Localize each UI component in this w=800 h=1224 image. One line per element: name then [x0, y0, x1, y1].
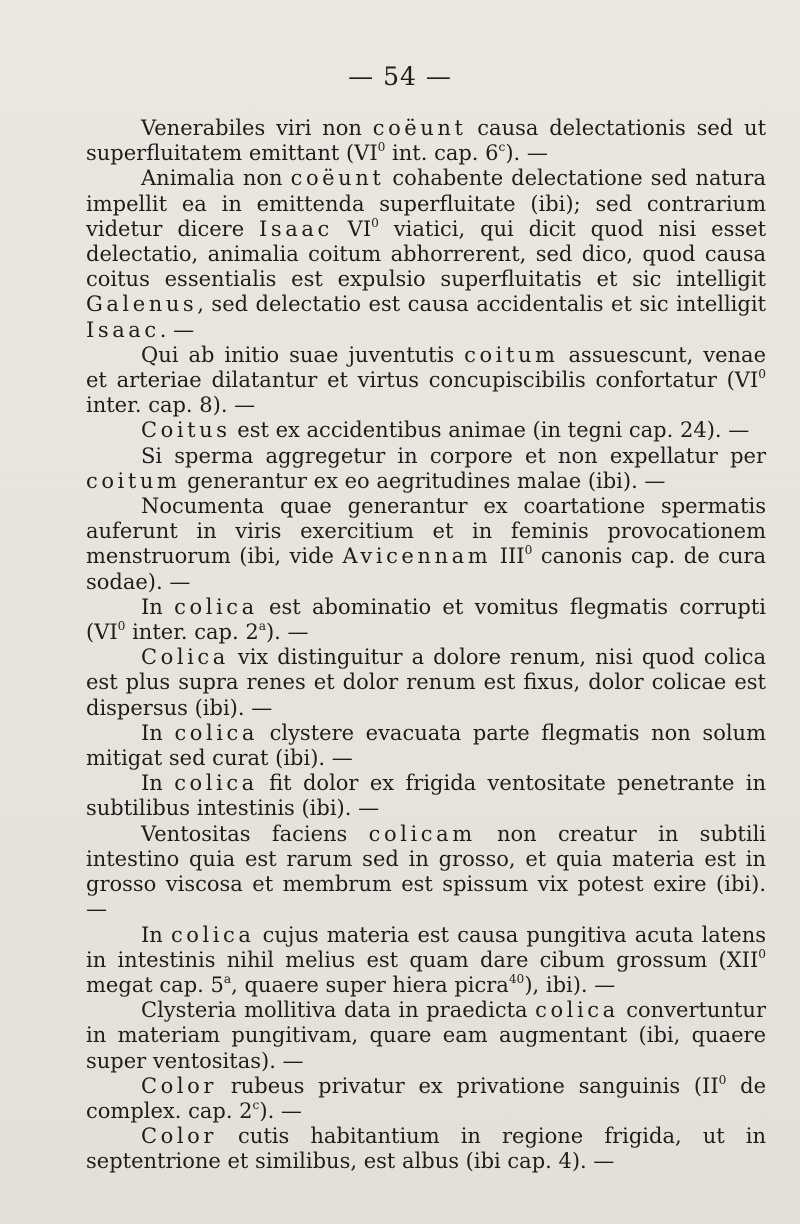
spaced-term: Avicennam: [342, 544, 492, 569]
text-run: ). —: [265, 620, 309, 645]
spaced-term: colicam: [368, 821, 476, 846]
text-run: cujus materia est causa pungitiva acuta latens in intestinis nihil melius est quam dare cibum grossum (XII: [86, 922, 767, 972]
superscript: 0: [377, 140, 386, 155]
spaced-term: colica: [535, 998, 619, 1023]
superscript: 40: [508, 971, 525, 986]
superscript: 0: [524, 543, 533, 558]
page-number: — 54 —: [348, 62, 452, 91]
paragraph: [86, 444, 766, 494]
spaced-term: Coitus: [141, 418, 231, 443]
text-run: canonis cap. de cura sodae). —: [86, 544, 766, 594]
text-run: viatici, qui dicit quod nisi esset delectatio, animalia coitum abhorrerent, sed dico, quod causa coitus essentialis est expulsio superfluitatis et sic intelligit: [86, 216, 767, 292]
spaced-term: colica: [174, 594, 258, 619]
paragraph: [86, 166, 766, 342]
text-run: inter. cap. 2: [125, 620, 259, 645]
text-run: III: [491, 544, 525, 569]
paragraph: [86, 116, 766, 166]
spaced-term: coitum: [86, 468, 181, 493]
text-run: de complex. cap. 2: [86, 1073, 766, 1123]
text-run: rubeus privatur ex privatione sanguinis (II: [216, 1073, 719, 1098]
spaced-term: Color: [141, 1124, 217, 1149]
spaced-term: colica: [170, 922, 255, 947]
text-run: int. cap. 6: [385, 141, 499, 166]
superscript: 0: [371, 215, 379, 230]
superscript: 0: [718, 1072, 727, 1087]
paragraph: [86, 343, 766, 419]
spaced-term: Isaac: [86, 317, 160, 342]
superscript: a: [258, 618, 266, 633]
text-run: est ex accidentibus animae (in tegni cap. 24). —: [230, 418, 750, 443]
paragraph: [86, 1124, 766, 1174]
text-run: generantur ex eo aegritudines malae (ibi). —: [180, 468, 666, 493]
spaced-term: Color: [141, 1073, 217, 1098]
text-run: , sed delectatio est causa accidentalis et sic intelligit: [197, 292, 766, 317]
text-run: . —: [159, 317, 195, 342]
text-run: In: [141, 594, 175, 619]
text-run: causa delectationis sed ut superfluitatem emittant (VI: [86, 116, 767, 166]
superscript: 0: [117, 618, 126, 633]
paragraph: [86, 494, 766, 595]
superscript: c: [498, 140, 506, 155]
paragraph: [86, 645, 766, 721]
superscript: c: [252, 1097, 260, 1112]
text-run: In: [141, 771, 175, 796]
text-run: VI: [332, 216, 372, 241]
text-run: vix distinguitur a dolore renum, nisi quod colica est plus supra renes et dolor renum est fixus, dolor colicae est dispersus (ibi). —: [86, 645, 766, 720]
spaced-term: coëunt: [372, 116, 467, 140]
text-run: assuescunt, venae et arteriae dilatantur et virtus concupiscibilis confortatur (VI: [86, 342, 766, 393]
text-run: ). —: [505, 141, 548, 166]
text-run: inter. cap. 8). —: [86, 393, 256, 418]
paragraph: [86, 771, 766, 821]
superscript: a: [223, 971, 232, 986]
spaced-term: colica: [174, 771, 258, 796]
text-run: Clysteria mollitiva data in praedicta: [141, 998, 536, 1023]
text-run: Venerabiles viri non: [141, 116, 373, 140]
paragraph: [86, 418, 766, 443]
text-run: Animalia non: [141, 166, 291, 191]
text-run: megat cap. 5: [86, 972, 224, 997]
text-run: ), ibi). —: [524, 972, 616, 997]
text-run: est abominatio et vomitus flegmatis corrupti (VI: [86, 594, 766, 645]
spaced-term: Colica: [141, 645, 229, 670]
superscript: 0: [758, 946, 766, 961]
paragraph: [86, 822, 766, 923]
text-run: cohabente delectatione sed natura impellit ea in emittenda superfluitate (ibi); sed contrarium videtur dicere: [86, 166, 766, 241]
paragraph: [86, 595, 766, 645]
paragraph: [86, 1074, 766, 1124]
text-run: ). —: [259, 1098, 302, 1123]
body-text: [86, 116, 766, 1175]
text-run: Nocumenta quae generantur ex coartatione spermatis auferunt in viris exercitium et in feminis provocationem menstruorum (ibi, vide: [86, 494, 766, 569]
paragraph: [86, 998, 766, 1074]
superscript: 0: [758, 366, 766, 381]
spaced-term: coëunt: [290, 166, 385, 191]
text-run: cutis habitantium in regione frigida, ut in septentrione et similibus, est albus (ibi cap. 4). —: [86, 1124, 766, 1174]
paragraph: [86, 721, 766, 771]
spaced-term: colica: [174, 720, 258, 745]
spaced-term: Galenus: [86, 292, 198, 317]
text-run: fit dolor ex frigida ventositate penetrante in subtilibus intestinis (ibi). —: [86, 771, 767, 821]
spaced-term: coitum: [464, 342, 559, 367]
text-run: Ventositas faciens: [141, 821, 369, 846]
text-run: convertuntur in materiam pungitivam, quare eam augmentant (ibi, quaere super ventositas). —: [86, 998, 766, 1073]
text-run: non creatur in subtili intestino quia est rarum sed in grosso, et quia materia est in grosso viscosa et membrum est spissum vix potest exire (ibi). —: [86, 821, 766, 922]
spaced-term: Isaac: [259, 216, 333, 241]
text-run: Qui ab initio suae juventutis: [141, 342, 465, 367]
text-run: , quaere super hiera picra: [231, 972, 509, 997]
text-run: Si sperma aggregetur in corpore et non expellatur per: [141, 443, 766, 468]
paragraph: [86, 923, 766, 999]
text-run: In: [141, 922, 171, 947]
text-run: In: [141, 720, 175, 745]
text-run: clystere evacuata parte flegmatis non solum mitigat sed curat (ibi). —: [86, 720, 766, 771]
